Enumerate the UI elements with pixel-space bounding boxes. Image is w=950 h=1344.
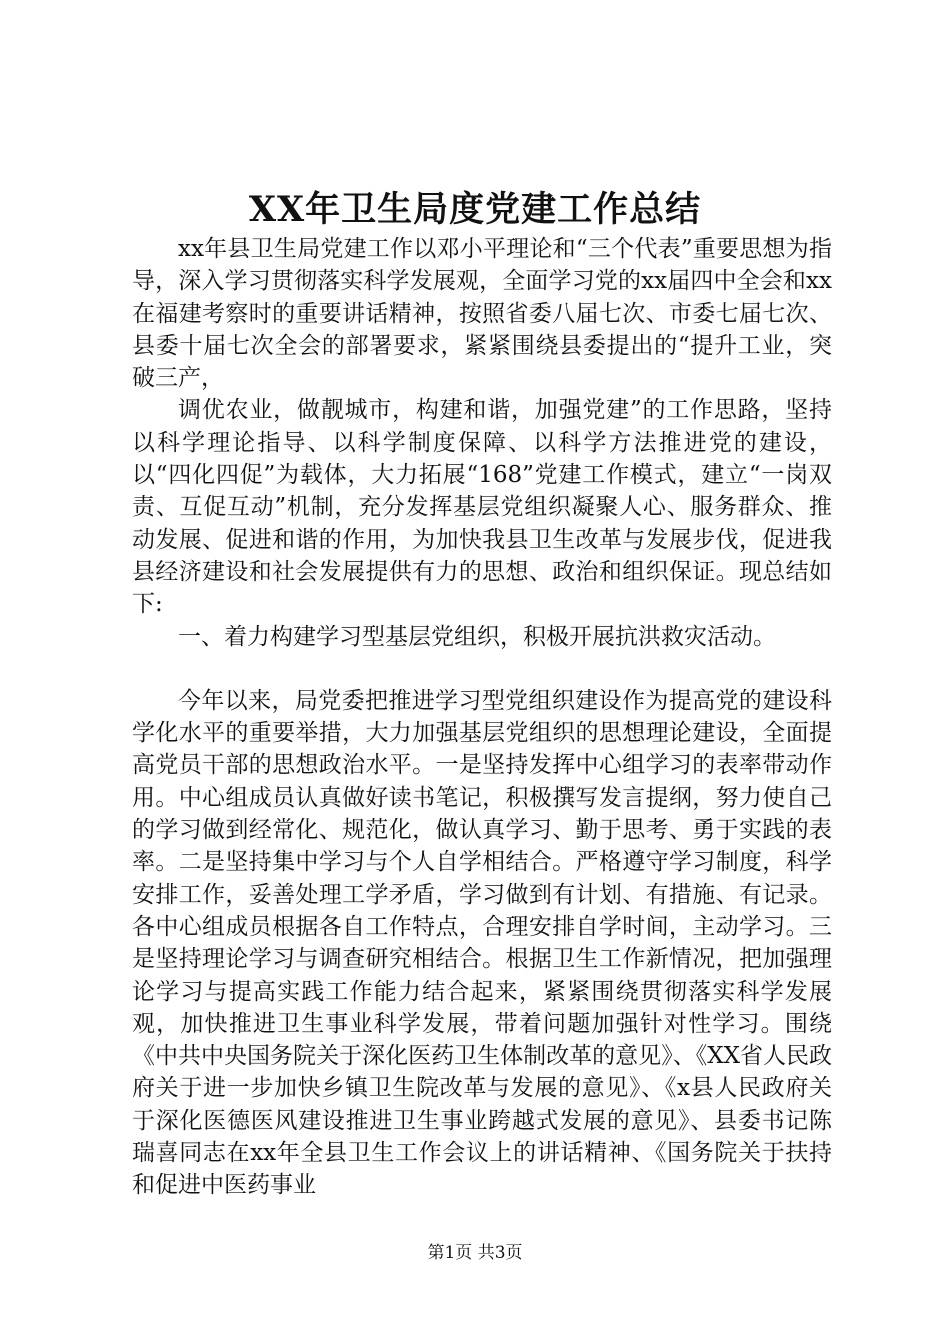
document-title: XX年卫生局度党建工作总结 xyxy=(248,189,702,230)
document-body xyxy=(132,233,832,1202)
paragraph-learning-organization: 今年以来，局党委把推进学习型党组织建设作为提高党的建设科学化水平的重要举措，大力加强基层党组织的思想理论建设，全面提高党员干部的思想政治水平。一是坚持发挥中心组学习的表率带动作用。中心组成员认真做好读书笔记，积极撰写发言提纲，努力使自己的学习做到经常化、规范化，做认真学习、勤于思考、勇于实践的表率。二是坚持集中学习与个人自学相结合。严格遵守学习制度，科学安排工作，妥善处理工学矛盾，学习做到有计划、有措施、有记录。各中心组成员根据各自工作特点，合理安排自学时间，主动学习。三是坚持理论学习与调查研究相结合。根据卫生工作新情况，把加强理论学习与提高实践工作能力结合起来，紧紧围绕贯彻落实科学发展观，加快推进卫生事业科学发展，带着问题加强针对性学习。围绕《中共中央国务院关于深化医药卫生体制改革的意见》、《XX省人民政府关于进一步加快乡镇卫生院改革与发展的意见》、《x县人民政府关于深化医德医风建设推进卫生事业跨越式发展的意见》、县委书记陈瑞喜同志在xx年全县卫生工作会议上的讲话精神、《国务院关于扶持和促进中医药事业 xyxy=(132,687,832,1199)
paragraph-work-approach: 调优农业，做靓城市，构建和谐，加强党建”的工作思路，坚持以科学理论指导、以科学制度保障、以科学方法推进党的建设，以“四化四促”为载体，大力拓展“168”党建工作模式，建立“一岗双责、互促互动”机制，充分发挥基层党组织凝聚人心、服务群众、推动发展、促进和谐的作用，为加快我县卫生改革与发展步伐，促进我县经济建设和社会发展提供有力的思想、政治和组织保证。现总结如下: xyxy=(132,397,832,618)
page-number: 第1页 共3页 xyxy=(427,1243,523,1263)
section-heading-one: 一、着力构建学习型基层党组织，积极开展抗洪救灾活动。 xyxy=(178,623,776,650)
paragraph-intro: xx年县卫生局党建工作以邓小平理论和“三个代表”重要思想为指导，深入学习贯彻落实科学发展观，全面学习党的xx届四中全会和xx在福建考察时的重要讲话精神，按照省委八届七次、市委七届七次、县委十届七次全会的部署要求，紧紧围绕县委提出的“提升工业，突破三产， xyxy=(132,236,832,392)
